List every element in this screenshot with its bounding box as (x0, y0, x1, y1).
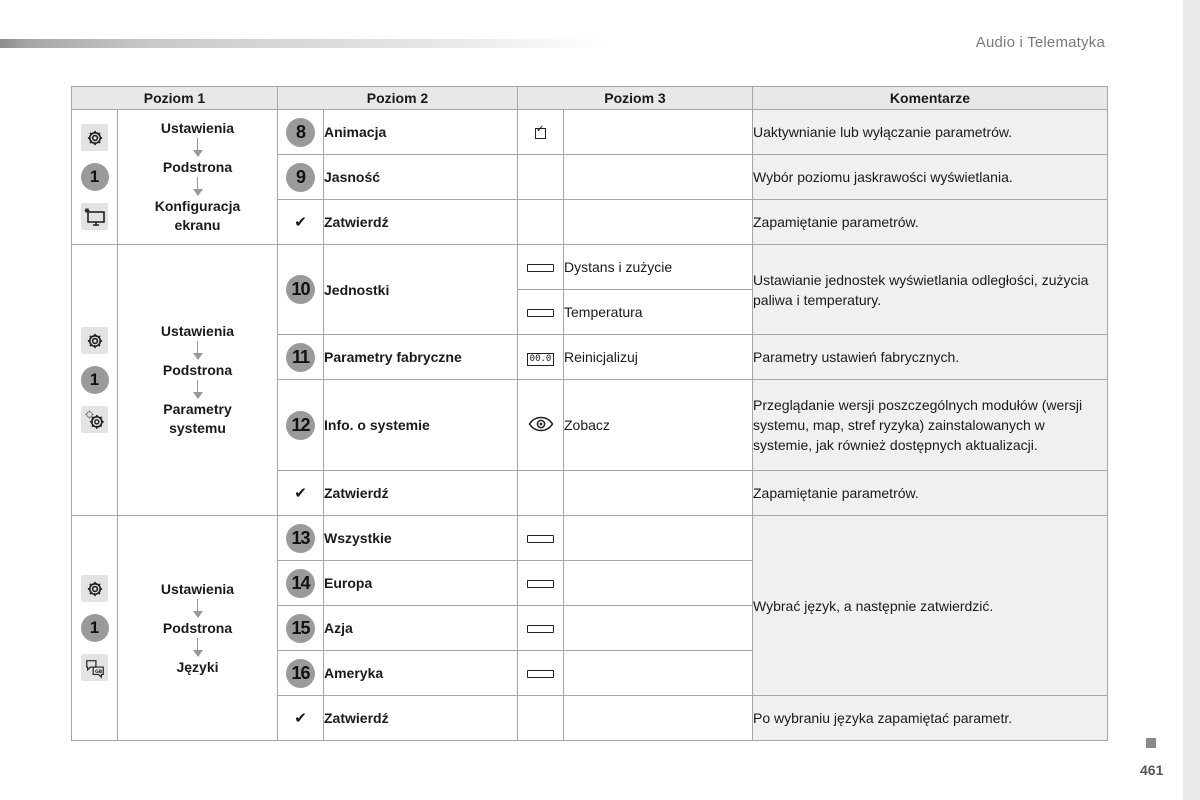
screen-config-icon (81, 203, 108, 230)
step-badge: 1 (81, 614, 109, 642)
page-edge-strip (1183, 0, 1200, 800)
table-row (72, 516, 1108, 561)
level3-label (564, 155, 753, 200)
gear-icon (81, 124, 108, 151)
comment-cell: Ustawianie jednostek wyświetlania odległości, zużycia paliwa i temperatury. (753, 245, 1108, 335)
level3-label (564, 471, 753, 516)
arrow-down-icon (193, 138, 203, 158)
level2-label: Jednostki (324, 245, 518, 335)
comment-cell: Parametry ustawień fabrycznych. (753, 335, 1108, 380)
toggle-pill-icon (527, 535, 554, 543)
step-number-badge: 13 (286, 524, 315, 553)
checkmark-icon: ✔ (294, 485, 307, 502)
level1-icons-cell (72, 516, 118, 741)
eye-icon (528, 419, 554, 435)
level1-step-subpage: Podstrona (162, 619, 233, 636)
svg-text:GB: GB (94, 669, 102, 675)
header-gradient-bar (0, 39, 610, 48)
level2-label: Europa (324, 561, 518, 606)
step-number-badge: 8 (286, 118, 315, 147)
comment-cell: Zapamiętanie parametrów. (753, 200, 1108, 245)
level1-path-cell (118, 516, 278, 741)
checkmark-icon: ✔ (294, 214, 307, 231)
level2-label: Zatwierdź (324, 200, 518, 245)
step-number-badge: 14 (286, 569, 315, 598)
level1-icons-cell (72, 110, 118, 245)
level3-label (564, 561, 753, 606)
settings-menu-table (71, 86, 1108, 741)
comment-cell: Przeglądanie wersji poszczególnych modułów (wersji systemu, map, stref ryzyka) zainstalowanych w systemie, jak również dostępnych aktualizacji. (753, 380, 1108, 471)
level2-label: Ameryka (324, 651, 518, 696)
level1-step-settings: Ustawienia (160, 120, 235, 136)
toggle-pill-icon (527, 264, 554, 272)
toggle-pill-icon (527, 580, 554, 588)
level3-label (564, 200, 753, 245)
level2-label: Jasność (324, 155, 518, 200)
column-header-level3: Poziom 3 (518, 87, 753, 110)
gear-icon (81, 575, 108, 602)
level1-step-target: Konfiguracja ekranu (154, 198, 241, 233)
step-number-badge: 9 (286, 163, 315, 192)
level3-label (564, 516, 753, 561)
comment-cell: Zapamiętanie parametrów. (753, 471, 1108, 516)
arrow-down-icon (193, 177, 203, 197)
comment-cell: Po wybraniu języka zapamiętać parametr. (753, 696, 1108, 741)
level2-label: Zatwierdź (324, 471, 518, 516)
table-header-row (72, 87, 1108, 110)
page-marker-square (1146, 738, 1156, 748)
step-number-badge: 12 (286, 411, 315, 440)
system-gears-icon (81, 406, 108, 433)
level2-label: Parametry fabryczne (324, 335, 518, 380)
column-header-level1: Poziom 1 (72, 87, 278, 110)
step-number-badge: 11 (286, 343, 315, 372)
arrow-down-icon (193, 599, 203, 619)
step-number-badge: 15 (286, 614, 315, 643)
level2-label: Animacja (324, 110, 518, 155)
step-badge: 1 (81, 366, 109, 394)
arrow-down-icon (193, 341, 203, 361)
table-row (72, 110, 1108, 155)
comment-cell: Uaktywnianie lub wyłączanie parametrów. (753, 110, 1108, 155)
step-number-badge: 10 (286, 275, 315, 304)
level3-label (564, 696, 753, 741)
toggle-pill-icon (527, 309, 554, 317)
level1-step-settings: Ustawienia (160, 323, 235, 339)
page-number: 461 (1140, 762, 1164, 778)
level3-label: Zobacz (564, 380, 753, 471)
comment-cell: Wybrać język, a następnie zatwierdzić. (753, 516, 1108, 696)
level1-step-settings: Ustawienia (160, 580, 235, 597)
step-number-badge: 16 (286, 659, 315, 688)
level2-label: Wszystkie (324, 516, 518, 561)
level3-label (564, 651, 753, 696)
step-badge: 1 (81, 163, 109, 191)
level1-step-target: Języki (176, 658, 219, 675)
level3-label: Dystans i zużycie (564, 245, 753, 290)
column-header-level2: Poziom 2 (278, 87, 518, 110)
page-header-title: Audio i Telematyka (975, 34, 1105, 51)
column-header-comments: Komentarze (753, 87, 1108, 110)
level3-label: Temperatura (564, 290, 753, 335)
level1-path-cell (118, 110, 278, 245)
level1-icons-cell (72, 245, 118, 516)
toggle-pill-icon (527, 625, 554, 633)
level2-label: Info. o systemie (324, 380, 518, 471)
gear-icon (81, 327, 108, 354)
level2-label: Azja (324, 606, 518, 651)
arrow-down-icon (193, 638, 203, 658)
level3-label (564, 606, 753, 651)
level3-label: Reinicjalizuj (564, 335, 753, 380)
table-row (72, 245, 1108, 290)
level2-label: Zatwierdź (324, 696, 518, 741)
level1-step-subpage: Podstrona (162, 362, 233, 378)
level1-step-target: Parametry systemu (163, 401, 232, 436)
toggle-pill-icon (527, 670, 554, 678)
language-icon (81, 654, 108, 681)
level3-label (564, 110, 753, 155)
checkmark-icon: ✔ (294, 710, 307, 727)
arrow-down-icon (193, 380, 203, 400)
checkbox-icon (535, 128, 546, 139)
comment-cell: Wybór poziomu jaskrawości wyświetlania. (753, 155, 1108, 200)
level1-path-cell (118, 245, 278, 516)
reset-icon: 00.0 (527, 353, 555, 366)
level1-step-subpage: Podstrona (162, 159, 233, 175)
